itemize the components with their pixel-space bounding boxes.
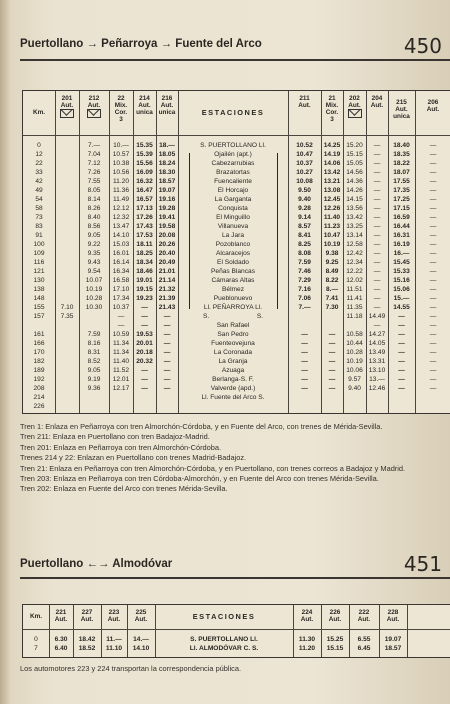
train-214-times: 15.35 15.39 15.56 16.09 16.32 16.47 16.57 17.13 17.26 17.43 17.53 18.11 18.25 18.34 18.46 19.01 19.15 19.23 — — — 19.53 20.01 20.18 20.32 — — — — [136, 142, 153, 392]
train-201-header: 201 Aut. — [55, 95, 79, 120]
train-223-times: 11.— 11.10 — [105, 636, 123, 652]
km-header: Km. — [32, 109, 46, 116]
train-212-times: 7.— 7.04 7.12 7.26 7.55 8.05 8.14 8.26 8.40 8.56 9.05 9.22 9.35 9.43 9.54 10.07 10.19 10.28 10.30 7.59 8.16 8.31 8.52 9.05 9.19 9.36 — [85, 142, 103, 392]
train-212-header: 212 Aut. — [79, 95, 109, 120]
note-line: Tren 21: Enlaza en Peñarroya con tren Almorchón-Córdoba, y en Puertollano, con trenes correos a Badajoz y Madrid. — [20, 463, 406, 473]
book-spine — [0, 0, 10, 704]
train-223-header: 223 Aut. — [107, 609, 121, 623]
train-211-header: 211 Aut. — [298, 95, 311, 109]
note-line: Tren 202: Enlaza en Fuente del Arco con trenes Mérida-Sevilla. — [20, 484, 228, 494]
train-201-times: 7.10 7.35 — [60, 304, 74, 320]
train-21-times: 14.25 14.19 14.06 13.42 13.21 13.08 12.45 12.26 11.40 11.23 10.47 10.19 9.38 9.25 8.49 8.22 8.— 7.41 7.30 — — — — — — — — [323, 142, 341, 392]
train-204-header: 204 Aut. — [370, 95, 384, 109]
km-header-451: Km. — [29, 613, 43, 620]
train-211-times: 10.52 10.47 10.37 10.27 10.08 9.50 9.40 9.28 9.14 8.57 8.41 8.25 8.08 7.59 7.46 7.29 7.16 7.06 7.— — — — — — — — — [296, 142, 313, 392]
up-arrow-line — [277, 153, 278, 309]
train-214-header: 214 Aut. unica — [136, 95, 153, 116]
stations-header-450: ESTACIONES — [201, 108, 265, 117]
stations-header-451: ESTACIONES — [192, 612, 256, 621]
km-column: 0 12 22 33 42 49 54 58 73 83 91 100 109 116 121 130 138 148 155 157 161 166 170 182 189 192 208 214 226 — [33, 142, 45, 410]
train-216-header: 216 Aut. unica — [158, 95, 176, 116]
train-22-header: 22 Mix. Cor. 3 — [114, 95, 128, 123]
train-225-times: 14.— 14.10 — [132, 636, 150, 652]
table-451-number: 451 — [403, 552, 442, 576]
train-224-header: 224 Aut. — [300, 609, 314, 623]
train-221-header: 221 Aut. — [54, 609, 68, 623]
train-227-times: 18.42 18.52 — [78, 636, 96, 652]
train-228-times: 19.07 18.57 — [384, 636, 402, 652]
stations-list-451: S. PUERTOLLANO Ll. Ll. ALMODÓVAR C. S. — [189, 636, 259, 652]
train-204-times: — — — — — — — — — — — — — — — — — — — 14.49 — 14.27 14.05 13.49 13.31 13.10 13.— 12.46 — [368, 142, 386, 392]
train-225-header: 225 Aut. — [134, 609, 148, 623]
train-226-header: 226 Aut. — [328, 609, 342, 623]
down-arrow-line — [189, 153, 190, 309]
note-line: Trenes 214 y 22: Enlazan en Puertollano con trenes Madrid-Badajoz. — [20, 453, 247, 463]
route-451-name: Puertollano ←→ Almodóvar — [20, 558, 173, 570]
train-228-header: 228 Aut. — [386, 609, 400, 623]
route-450-title — [20, 38, 440, 50]
notes-450 — [20, 422, 446, 495]
km-column-451: 0 7 — [34, 636, 38, 652]
header-rule-450 — [20, 59, 450, 61]
train-221-times: 6.30 6.40 — [54, 636, 68, 652]
train-216-times: 18.— 18.05 18.24 18.30 18.57 19.07 19.16 19.28 19.41 19.58 20.08 20.26 20.40 20.49 21.01 21.14 21.32 21.39 21.43 — — — — — — — — — — [158, 142, 176, 392]
timetable-450 — [22, 90, 450, 414]
train-202-times: 15.20 15.15 15.05 14.56 14.36 14.26 14.15 13.56 13.42 13.25 13.14 12.58 12.42 12.34 12.22 12.02 11.51 11.41 11.35 11.18 10.58 10.44 10.28 10.19 10.06 9.57 9.40 — [346, 142, 363, 392]
mail-envelope-icon — [87, 109, 101, 118]
train-22-times: 10.— 10.57 10.38 10.56 11.20 11.36 11.49 12.12 12.32 13.47 14.10 15.03 16.01 16.14 16.34 16.58 17.10 17.34 10.37 — — 10.59 11.34 11.34 11.40 11.52 12.01 12.17 — [112, 142, 130, 392]
mail-envelope-icon — [60, 109, 74, 118]
note-451: Los automotores 223 y 224 transportan la correspondencia pública. — [20, 664, 242, 673]
note-line: Tren 201: Enlaza en Peñarroya con tren Almorchón-Córdoba. — [20, 442, 222, 452]
mail-envelope-icon — [348, 109, 362, 118]
note-line: Tren 211: Enlaza en Puertollano con tren Badajoz-Madrid. — [20, 432, 210, 442]
train-224-times: 11.30 11.20 — [298, 636, 316, 652]
train-226-times: 15.25 15.15 — [326, 636, 344, 652]
train-215-times: 18.40 18.35 18.22 18.07 17.55 17.35 17.25 17.15 16.59 16.44 16.31 16.19 16.— 15.45 15.33 15.16 15.06 15.— 14.55 — — — — — — — — — — [393, 142, 410, 392]
note-line: Tren 203: Enlaza en Peñarroya con tren Córdoba-Almorchón, y en Fuente del Arco con trenes Mérida-Sevilla. — [20, 474, 379, 484]
stations-list-450: S. PUERTOLLANO Ll. Ojailén (apt.) Cabezarrubias Brazatortas Fuencaliente El Horcajo La Garganta Conquista El Minguillo Villanueva La Jara Pozoblanco Alcaracejos El Soldado Peñas Blancas Cámaras Altas Bélmez Pueblonuevo Ll. PEÑARROYA Ll. S. S. San Rafael San Pedro Fuenteovejuna La Coronada La Granja Azuaga Berlanga-S. F. Valverde (apd.) Ll. Fuente del Arco S. — [200, 142, 266, 401]
route-450-name: Puertollano → Peñarroya → Fuente del Arco — [20, 38, 262, 50]
table-450-number: 450 — [403, 34, 442, 58]
route-451-title — [20, 558, 440, 570]
header-rule-451 — [20, 577, 450, 579]
note-line: Tren 1: Enlaza en Peñarroya con tren Almorchón-Córdoba, y en Fuente del Arco, con trenes de Mérida-Sevilla. — [20, 422, 383, 431]
train-202-header: 202 Aut. — [343, 95, 366, 120]
train-21-header: 21 Mix. Cor. 3 — [325, 95, 339, 123]
train-206-times: — — — — — — — — — — — — — — — — — — — — — — — — — — — — — [429, 142, 437, 392]
train-227-header: 227 Aut. — [80, 609, 94, 623]
train-215-header: 215 Aut. unica — [393, 99, 410, 120]
timetable-451 — [22, 604, 450, 658]
train-222-times: 6.55 6.45 — [357, 636, 371, 652]
train-222-header: 222 Aut. — [357, 609, 371, 623]
train-206-header: 206 Aut. — [426, 99, 440, 113]
